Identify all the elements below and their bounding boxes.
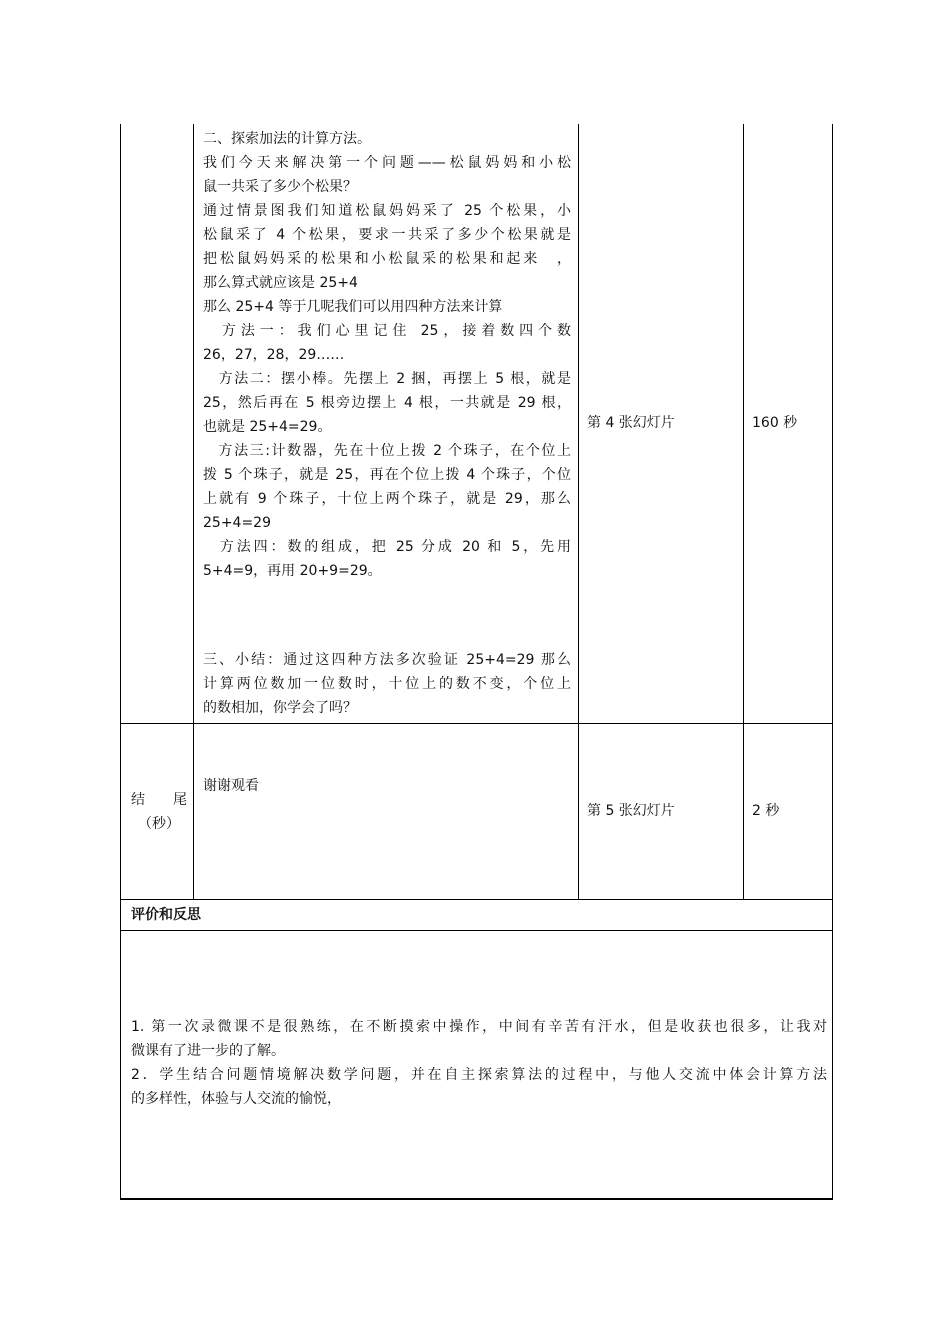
ending-content: 谢谢观看 <box>203 778 259 794</box>
section2-line: 方法一：我们心里记住 25，接着数四个数 <box>203 323 571 339</box>
ending-time: 2 秒 <box>752 803 780 819</box>
section2-line: 上就有 9 个珠子，十位上两个珠子，就是 29，那么 <box>203 491 571 507</box>
summary-line: 的数相加，你学会了吗？ <box>203 700 357 716</box>
section2-content <box>203 127 571 583</box>
section2-line: 二、探索加法的计算方法。 <box>203 131 371 147</box>
col-divider-3 <box>743 124 744 900</box>
section2-slide: 第 4 张幻灯片 <box>587 415 675 431</box>
reflection-line: 的多样性，体验与人交流的愉悦， <box>131 1091 341 1107</box>
row-divider-3 <box>120 930 833 931</box>
section2-line: 方法四：数的组成，把 25 分成 20 和 5，先用 <box>203 539 571 555</box>
section2-line: 5+4=9，再用 20+9=29。 <box>203 563 382 579</box>
section2-line: 方法三:计数器，先在十位上拨 2 个珠子，在个位上 <box>203 443 571 459</box>
row-divider-1 <box>120 723 833 724</box>
reflection-line: 2．学生结合问题情境解决数学问题，并在自主探索算法的过程中，与他人交流中体会计算方法 <box>131 1067 827 1083</box>
section2-line: 鼠一共采了多少个松果？ <box>203 179 357 195</box>
table-border-left <box>120 124 121 1200</box>
section2-line: 25+4=29 <box>203 515 271 531</box>
section2-line: 通过情景图我们知道松鼠妈妈采了 25 个松果，小 <box>203 203 571 219</box>
section2-line: 拨 5 个珠子，就是 25，再在个位上拨 4 个珠子，个位 <box>203 467 571 483</box>
table-border-bottom <box>120 1198 833 1200</box>
summary-line: 计算两位数加一位数时，十位上的数不变，个位上 <box>203 676 571 692</box>
reflection-title: 评价和反思 <box>131 907 201 923</box>
reflection-content <box>131 1015 827 1111</box>
section2-line: 也就是 25+4=29。 <box>203 419 332 435</box>
col-divider-1 <box>193 124 194 900</box>
section2-line: 25，然后再在 5 根旁边摆上 4 根，一共就是 29 根， <box>203 395 571 411</box>
ending-slide: 第 5 张幻灯片 <box>587 803 675 819</box>
section2-line: 那么算式就应该是 25+4 <box>203 275 358 291</box>
table-border-right <box>832 124 833 1200</box>
summary-line: 三、小结：通过这四种方法多次验证 25+4=29 那么 <box>203 652 571 668</box>
section2-summary <box>203 648 571 720</box>
section2-line: 方法二：摆小棒。先摆上 2 捆，再摆上 5 根，就是 <box>203 371 571 387</box>
reflection-line: 1. 第一次录微课不是很熟练，在不断摸索中操作，中间有辛苦有汗水，但是收获也很多，让我对 <box>131 1019 827 1035</box>
section2-line: 26，27，28，29…… <box>203 347 345 363</box>
section2-line: 把松鼠妈妈采的松果和小松鼠采的松果和起来 ， <box>203 251 571 267</box>
section2-line: 那么 25+4 等于几呢我们可以用四种方法来计算 <box>203 299 503 315</box>
row-divider-2 <box>120 899 833 900</box>
ending-unit: （秒） <box>138 816 180 832</box>
section2-time: 160 秒 <box>752 415 798 431</box>
ending-label: 结 尾 <box>131 792 187 808</box>
section2-line: 我们今天来解决第一个问题——松鼠妈妈和小松 <box>203 155 571 171</box>
col-divider-2 <box>578 124 579 900</box>
reflection-line: 微课有了进一步的了解。 <box>131 1043 285 1059</box>
section2-line: 松鼠采了 4 个松果，要求一共采了多少个松果就是 <box>203 227 571 243</box>
